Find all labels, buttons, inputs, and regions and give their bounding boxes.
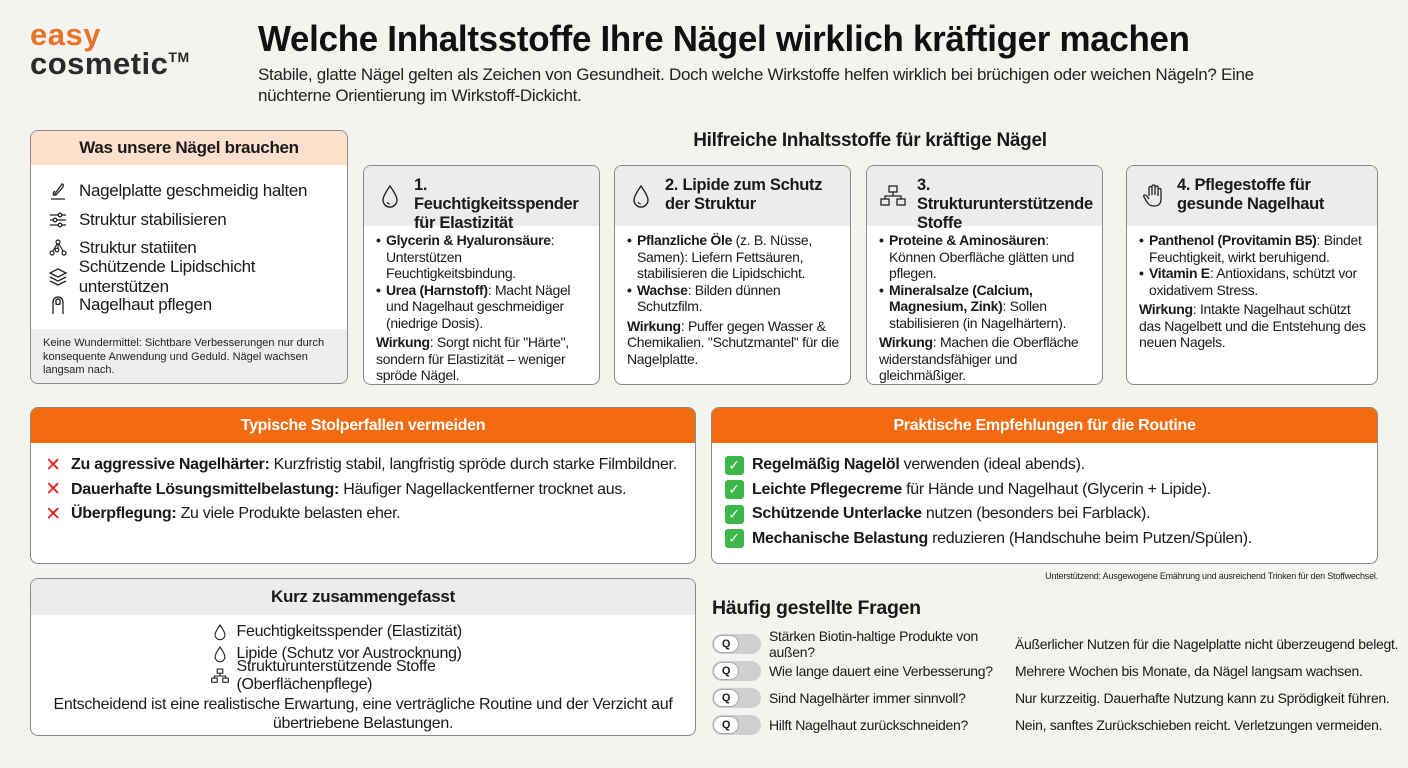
faq-list: [712, 627, 1399, 738]
bullet-text: (z. B. Nüsse, Samen): Liefern Fettsäuren, stabilisieren die Lipidschicht.: [637, 232, 812, 281]
faq-question: Wie lange dauert eine Verbesserung?: [769, 662, 993, 679]
ingredients-section-title: Hilfreiche Inhaltsstoffe für kräftige Nägel: [693, 130, 1047, 151]
summary-label: Strukturunterstützende Stoffe (Oberflächenpflege): [236, 658, 436, 693]
pitfall-term: Dauerhafte Lösungsmittelbelastung:: [71, 480, 340, 498]
effect-label: Wirkung: [376, 334, 430, 350]
molecule-icon: [47, 237, 69, 259]
rec-term: Schützende Unterlacke: [752, 505, 922, 523]
bullet: • Urea (Harnstoff): Macht Nägel und Nagelhaut geschmeidiger (niedrige Dosis).: [376, 281, 571, 331]
rec-term: Regelmäßig Nagelöl: [752, 456, 900, 474]
faq-answer: Nur kurzzeitig. Dauerhafte Nutzung kann zu Sprödigkeit führen.: [1015, 689, 1390, 706]
faq-answer: Äußerlicher Nutzen für die Nagelplatte nicht überzeugend belegt.: [1015, 635, 1399, 652]
support-note: Unterstützend: Ausgewogene Emährung und ausreichend Trinken für den Stoffwechsel.: [1045, 571, 1378, 581]
pitfalls-list: [31, 443, 695, 527]
ingredient-card-cuticle: [1126, 165, 1378, 385]
pitfall-text: Häufiger Nagellackentferner trocknet aus.: [339, 480, 627, 498]
list-item: [43, 453, 695, 478]
pitfall-text: Zu viele Produkte belasten eher.: [176, 505, 401, 523]
bullet-term: Urea (Harnstoff): [386, 281, 488, 298]
cross-icon: ✕: [45, 479, 61, 501]
summary-list: [31, 615, 695, 693]
summary-label: Feuchtigkeitsspender (Elastizität): [236, 623, 462, 640]
q-badge: Q: [713, 662, 739, 680]
rec-text: nutzen (besonders bei Farblack).: [921, 505, 1151, 523]
structure-icon: [211, 668, 229, 684]
card-body: [364, 226, 599, 384]
droplet-icon: [627, 182, 655, 210]
bullet-text: : Macht Nägel und Nagelhaut geschmeidiger (niedrige Dosis).: [386, 281, 571, 331]
summary-conclusion: Entscheidend ist eine realistische Erwartung, eine verträgliche Routine und der Verzicht auf übertriebene Belastungen.: [53, 696, 673, 732]
bullet-term: Glycerin & Hyaluronsäure: [386, 232, 551, 248]
checkmark-icon: ✓: [725, 480, 744, 499]
list-item: [724, 527, 1377, 552]
card-title: 2. Lipide zum Schutz der Struktur: [665, 176, 823, 213]
rec-text: für Hände und Nagelhaut (Glycerin + Lipide).: [901, 480, 1211, 498]
bullet-term: Pflanzliche Öle: [637, 232, 733, 248]
faq-answer: Nein, sanftes Zurückschieben reicht. Verletzungen vermeiden.: [1015, 716, 1383, 733]
bullet: • Mineralsalze (Calcium, Magnesium, Zink): Sollen stabilisieren (in Nagelhärtern).: [879, 281, 1067, 331]
faq-question: Stärken Biotin-haltige Produkte von außen?: [769, 627, 978, 660]
need-label: Schützende Lipidschicht unterstützen: [78, 256, 256, 296]
effect: [376, 334, 589, 384]
bullet-term: Wachse: [637, 281, 688, 298]
need-label: Struktur statiiten: [79, 238, 197, 258]
bullet-term: Mineralsalze (Calcium, Magnesium, Zink): [889, 281, 1033, 314]
checkmark-icon: ✓: [725, 456, 744, 475]
page-subtitle: Stabile, glatte Nägel gelten als Zeichen von Gesundheit. Doch welche Wirkstoffe helfen wirklich bei brüchigen oder weichen Nägeln? Eine nüchterne Orientierung im Wirkstoff-Dickicht.: [258, 65, 1254, 105]
bullet-text: : Antioxidans, schützt vor oxidativem Stress.: [1149, 265, 1357, 298]
rec-text: reduzieren (Handschuhe beim Putzen/Spülen).: [927, 529, 1252, 547]
bullet: • Glycerin & Hyaluronsäure: Unterstützen Feuchtigkeitsbindung.: [376, 232, 555, 281]
q-badge: Q: [713, 635, 739, 653]
logo-line-1: easy: [30, 17, 101, 52]
card-body: [867, 226, 1102, 384]
list-item: [211, 658, 571, 693]
logo-wordmark: cosmetic: [30, 46, 169, 82]
summary-title: Kurz zusammengefasst: [31, 579, 695, 615]
cross-icon: ✕: [45, 454, 61, 476]
faq-toggle[interactable]: [712, 634, 761, 654]
bullet-text: : Bindet Feuchtigkeit, wirkt beruhigend.: [1149, 232, 1362, 265]
droplet-icon: [211, 623, 229, 641]
effect-text: : Puffer gegen Wasser & Chemikalien. "Schutzmantel" für die Nagelplatte.: [627, 317, 839, 367]
card-title: 4. Pflegestoffe für gesunde Nagelhaut: [1177, 176, 1325, 213]
recommendations-title: Praktische Empfehlungen für die Routine: [712, 408, 1377, 443]
card-header: [867, 166, 1102, 232]
structure-icon: [879, 182, 907, 210]
card-body: [1127, 226, 1377, 351]
bullet: • Wachse: Bilden dünnen Schutzfilm.: [627, 281, 781, 314]
need-label: Nagelhaut pflegen: [79, 295, 212, 315]
pitfall-term: Zu aggressive Nagelhärter:: [71, 456, 270, 474]
q-badge: Q: [713, 716, 739, 734]
hand-icon: [1139, 182, 1167, 210]
card-header: [364, 166, 599, 232]
sliders-icon: [47, 209, 69, 231]
needs-card-title: Was unsere Nägel brauchen: [31, 131, 347, 165]
rec-term: Mechanische Belastung: [752, 529, 928, 547]
pitfalls-title: Typische Stolperfallen vermeiden: [31, 408, 695, 443]
finger-icon: [47, 294, 69, 316]
logo-line-2: [30, 46, 190, 82]
card-header: [1127, 166, 1377, 226]
bullet-text: : Bilden dünnen Schutzfilm.: [637, 281, 781, 314]
effect: [627, 318, 840, 368]
bullet-text: : Können Oberfläche glätten und pflegen.: [889, 232, 1075, 281]
list-item: [43, 478, 695, 503]
need-label: Nagelplatte geschmeidig halten: [79, 181, 308, 201]
checkmark-icon: ✓: [725, 505, 744, 524]
list-item: [724, 478, 1377, 503]
faq-toggle[interactable]: [712, 661, 761, 681]
effect-label: Wirkung: [627, 317, 681, 334]
droplet-icon: [376, 182, 404, 210]
faq-answer: Mehrere Wochen bis Monate, da Nägel langsam wachsen.: [1015, 662, 1363, 679]
card-title: 3. Strukturunterstützende Stoffe: [917, 176, 1093, 232]
faq-item[interactable]: [712, 684, 1392, 711]
ingredient-card-moisturizers: [363, 165, 600, 385]
cross-icon: ✕: [45, 503, 61, 525]
faq-toggle[interactable]: [712, 688, 761, 708]
need-label: Struktur stabilisieren: [79, 209, 227, 229]
list-item: [211, 621, 571, 643]
faq-item[interactable]: [712, 657, 1392, 684]
faq-item[interactable]: [712, 627, 1399, 660]
bullet: • Proteine & Aminosäuren: Können Oberfläche glätten und pflegen.: [879, 232, 1075, 281]
bullet-term: Proteine & Aminosäuren: [889, 232, 1046, 248]
effect-text: : Sorgt nicht für "Härte", sondern für Elastizität – weniger spröde Nägel.: [376, 334, 569, 383]
layers-icon: [47, 266, 69, 288]
effect-label: Wirkung: [879, 334, 933, 350]
faq-question: Hilft Nagelhaut zurückschneiden?: [769, 716, 968, 733]
effect: [1139, 301, 1367, 351]
bullet-text: : Unterstützen Feuchtigkeitsbindung.: [386, 232, 555, 281]
ingredient-card-lipids: [614, 165, 851, 385]
pitfalls-card: [30, 407, 696, 564]
faq-title: Häufig gestellte Fragen: [712, 597, 921, 619]
bullet: • Vitamin E: Antioxidans, schützt vor oxidativem Stress.: [1139, 265, 1357, 298]
list-item: [724, 502, 1377, 527]
q-badge: Q: [713, 689, 739, 707]
droplet-icon: [211, 645, 229, 663]
list-item: [724, 453, 1377, 478]
bullet-text: : Sollen stabilisieren (in Nagelhärtern).: [889, 298, 1067, 331]
bullet-term: Vitamin E: [1149, 265, 1210, 281]
pen-icon: [47, 180, 69, 202]
recommendations-list: [712, 443, 1377, 551]
pitfall-text: Kurzfristig stabil, langfristig spröde durch starke Filmbildner.: [269, 456, 677, 474]
rec-text: verwenden (ideal abends).: [899, 456, 1085, 474]
rec-term: Leichte Pflegecreme: [752, 480, 902, 498]
needs-list: [31, 165, 347, 320]
summary-label: Lipide (Schutz vor Austrocknung): [236, 645, 462, 662]
effect-text: : Intakte Nagelhaut schützt das Nagelbett und die Entstehung des neuen Nagels.: [1139, 301, 1366, 350]
needs-footnote: Keine Wundermittel: Sichtbare Verbesserungen nur durch konsequente Anwendung und Geduld. Nägel wachsen langsam nach.: [31, 329, 347, 383]
brand-logo: [30, 17, 190, 82]
needs-card: [30, 130, 348, 384]
checkmark-icon: ✓: [725, 529, 744, 548]
faq-toggle[interactable]: [712, 715, 761, 735]
trademark: TM: [168, 49, 190, 66]
list-item: [43, 502, 695, 527]
list-item: [47, 177, 347, 206]
effect-label: Wirkung: [1139, 301, 1193, 317]
card-header: [615, 166, 850, 226]
bullet: • Panthenol (Provitamin B5): Bindet Feuchtigkeit, wirkt beruhigend.: [1139, 232, 1362, 265]
pitfall-term: Überpflegung:: [71, 505, 177, 523]
faq-question: Sind Nagelhärter immer sinnvoll?: [769, 689, 966, 706]
card-title: 1. Feuchtigkeitsspender für Elastizität: [414, 176, 579, 232]
recommendations-card: [711, 407, 1378, 564]
list-item: [47, 256, 347, 296]
effect: [879, 334, 1092, 384]
bullet: • Pflanzliche Öle (z. B. Nüsse, Samen): Liefern Fettsäuren, stabilisieren die Lipidschicht.: [627, 232, 812, 281]
bullet-term: Panthenol (Provitamin B5): [1149, 232, 1317, 248]
list-item: [47, 206, 347, 235]
effect-text: : Machen die Oberfläche widerstandsfähiger und gleichmäßiger.: [879, 334, 1079, 383]
card-body: [615, 226, 850, 367]
page-title: Welche Inhaltsstoffe Ihre Nägel wirklich kräftiger machen: [258, 18, 1190, 59]
faq-item[interactable]: [712, 711, 1392, 738]
summary-card: [30, 578, 696, 736]
ingredient-card-structure: [866, 165, 1103, 385]
